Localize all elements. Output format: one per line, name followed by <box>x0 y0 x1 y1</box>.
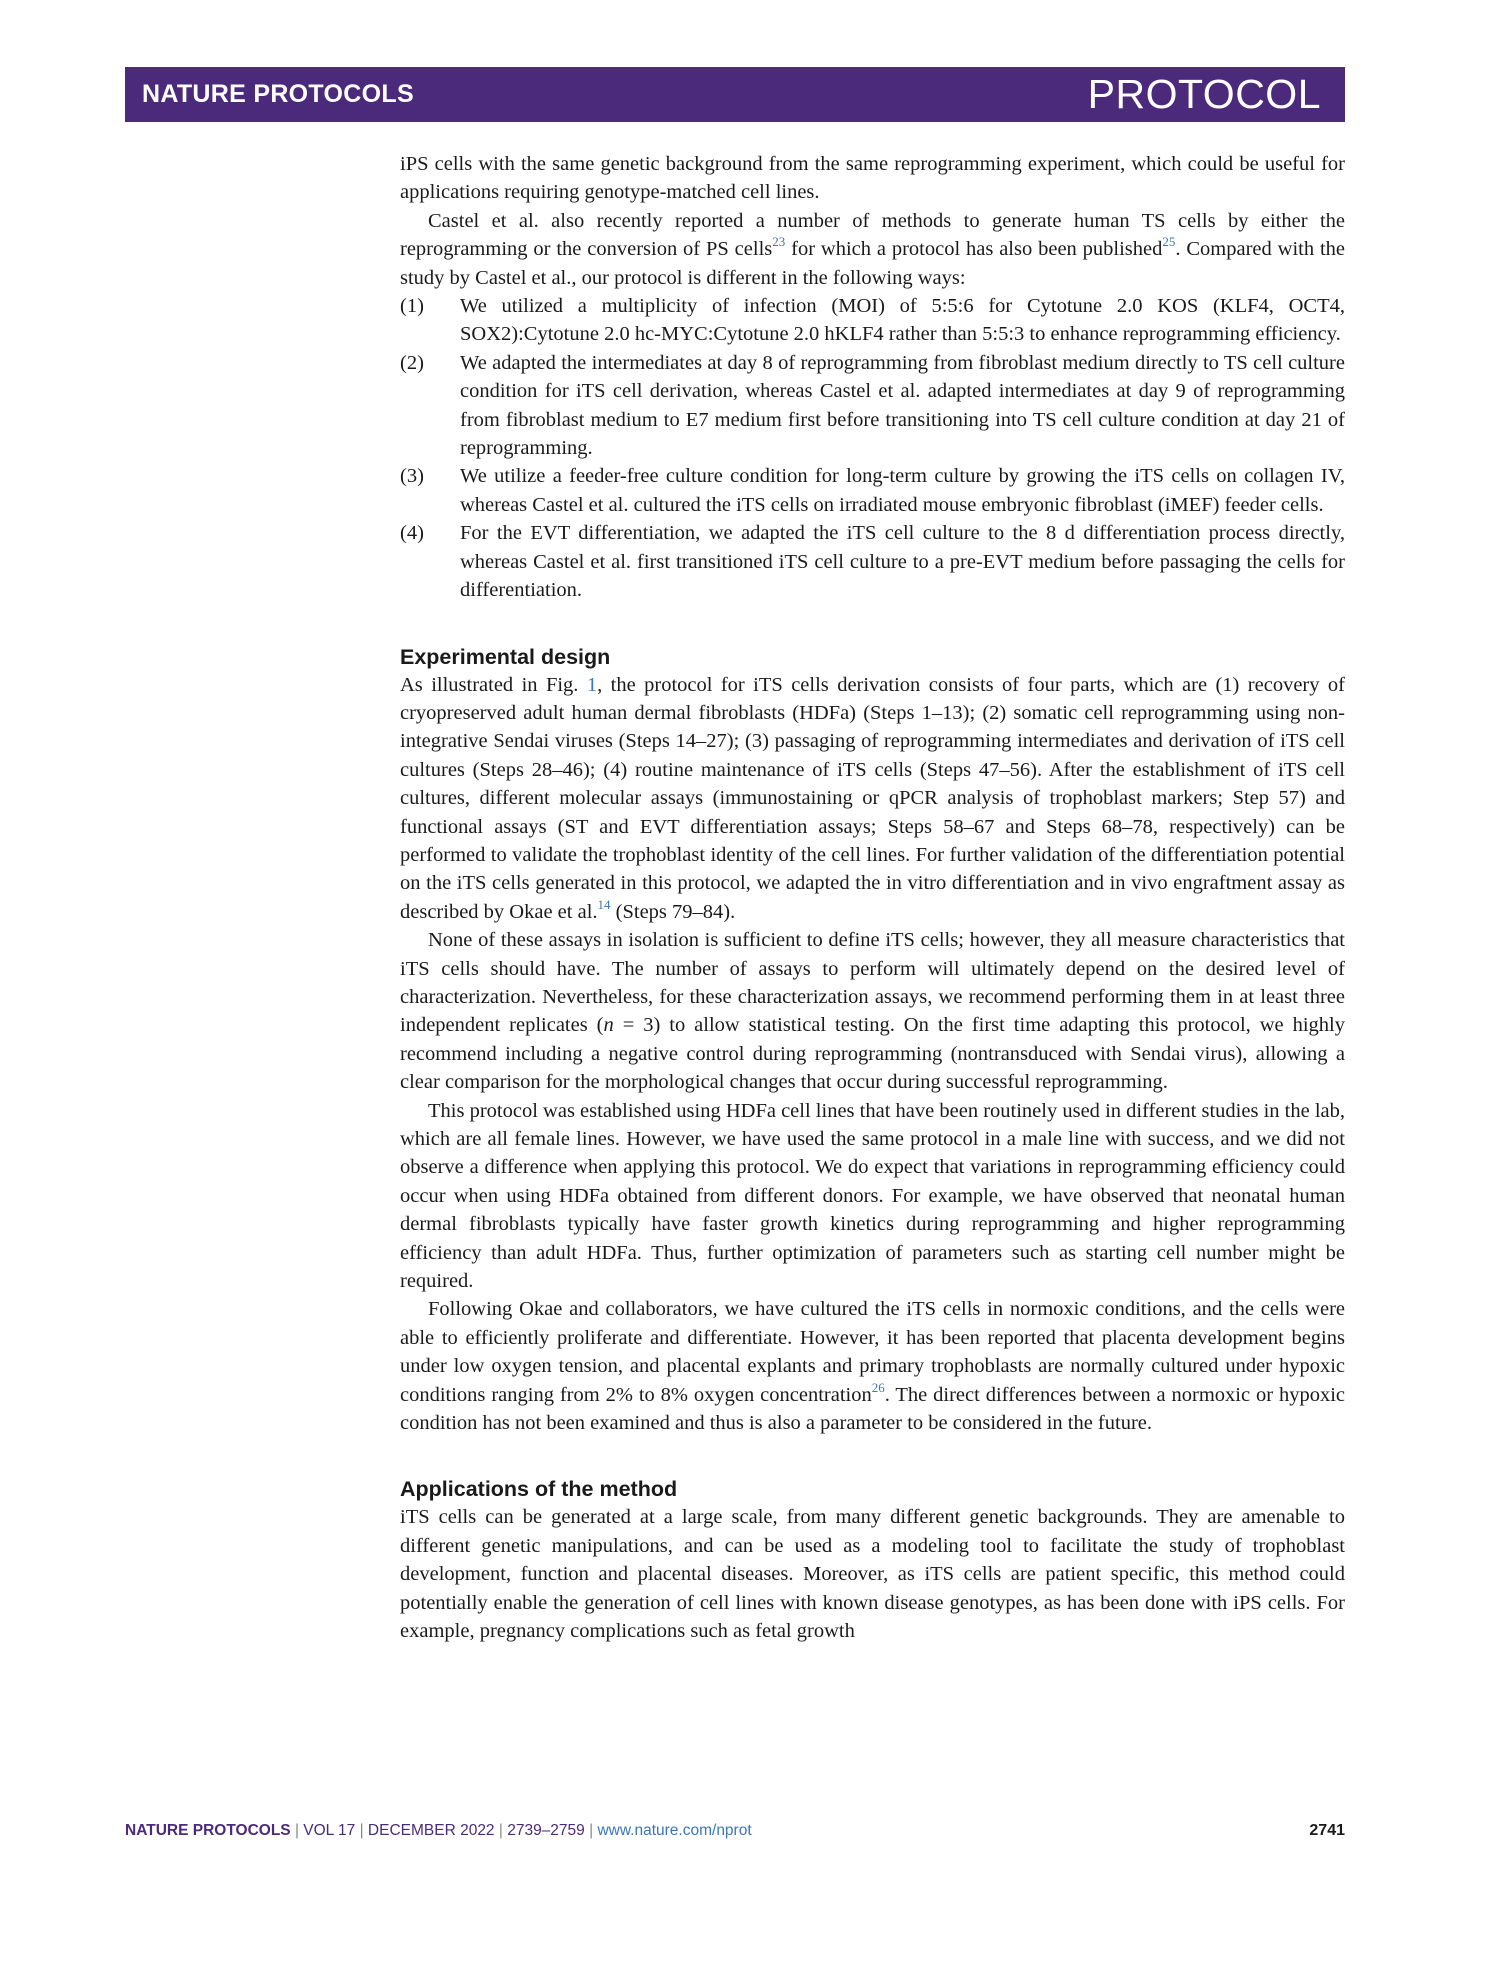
list-item-text: We utilized a multiplicity of infection (MOI) of 5:5:6 for Cytotune 2.0 KOS (KLF4, OCT4, SOX2):Cytotune 2.0 hc-MYC:Cytotune 2.0 hKLF4 rather than 5:5:3 to enhance reprogramming efficiency. <box>460 295 1345 346</box>
text-run: As illustrated in Fig. <box>400 673 587 696</box>
list-number: (4) <box>400 522 424 545</box>
list-number: (3) <box>400 465 424 488</box>
citation-link[interactable]: 23 <box>772 234 786 250</box>
text-run: (Steps 79–84). <box>610 900 736 923</box>
article-type: PROTOCOL <box>1087 71 1321 117</box>
list-item-text: We adapted the intermediates at day 8 of reprogramming from fibroblast medium directly to TS cell culture condition for iTS cell derivation, whereas Castel et al. adapted intermediates at day 9 of reprogramming from fibroblast medium to E7 medium first before transitioning into TS cell culture condition at day 21 of reprogramming. <box>460 351 1345 460</box>
journal-banner <box>125 67 1345 122</box>
text-run: Following Okae and collaborators, we have cultured the iTS cells in normoxic conditions, and the cells were able to efficiently proliferate and differentiate. However, it has been reported that placenta development begins under low oxygen tension, and placental explants and primary trophoblasts are normally cultured under hypoxic conditions ranging from 2% to 8% oxygen concentration <box>400 1298 1345 1406</box>
list-item-text: For the EVT differentiation, we adapted the iTS cell culture to the 8 d differentiation process directly, whereas Castel et al. first transitioned iTS cell culture to a pre-EVT medium before passaging the cells for differentiation. <box>460 522 1345 602</box>
applications-paragraph-1: iTS cells can be generated at a large scale, from many different genetic backgrounds. They are amenable to different genetic manipulations, and can be used as a modeling tool to facilitate the study of trophoblast development, function and placental diseases. Moreover, as iTS cells are patient specific, this method could potentially enable the generation of cell lines with known disease genotypes, as has been done with iPS cells. For example, pregnancy complications such as fetal growth <box>400 1506 1345 1643</box>
design-paragraph-1 <box>400 671 1345 927</box>
list-item <box>400 292 1345 349</box>
text-run: . Compared with the study by Castel et al., our protocol is different in the following ways: <box>400 238 1346 289</box>
design-paragraph-4 <box>400 1295 1345 1437</box>
page-footer: NATURE PROTOCOLS | VOL 17 | DECEMBER 2022 | 2739–2759 | www.nature.com/nprot 2741 <box>125 1822 1345 1839</box>
section-heading-applications: Applications of the method <box>400 1477 678 1502</box>
text-run: . The direct differences between a normoxic or hypoxic condition has not been examined and thus is also a parameter to be considered in the future. <box>400 1383 1345 1435</box>
text-run: Castel et al. also recently reported a number of methods to generate human TS cells by either the reprogramming or the conversion of PS cells <box>400 209 1345 261</box>
text-run: for which a protocol has also been published <box>785 238 1163 261</box>
section-heading-experimental-design: Experimental design <box>400 644 611 669</box>
footer-volume: VOL 17 <box>303 1822 356 1839</box>
list-item <box>400 519 1345 604</box>
citation-link[interactable]: 25 <box>1162 234 1176 250</box>
article-body <box>400 150 1345 1646</box>
intro-paragraph-1: iPS cells with the same genetic background from the same reprogramming experiment, which could be useful for applications requiring genotype-matched cell lines. <box>400 153 1345 204</box>
list-number: (2) <box>400 351 424 374</box>
text-run: None of these assays in isolation is sufficient to define iTS cells; however, they all measure characteristics that iTS cells should have. The number of assays to perform will ultimately depend on the desired level of characterization. Nevertheless, for these characterization assays, we recommend performing them in at least three independent replicates ( <box>400 929 1345 1037</box>
journal-name: NATURE PROTOCOLS <box>142 80 414 108</box>
figure-link[interactable]: 1 <box>586 673 598 696</box>
variable-n: n <box>603 1014 614 1037</box>
intro-paragraph-2 <box>400 207 1345 292</box>
differences-list <box>400 292 1345 604</box>
list-item <box>400 349 1345 463</box>
footer-pages: 2739–2759 <box>507 1822 585 1839</box>
list-item <box>400 462 1345 519</box>
footer-url-link[interactable]: www.nature.com/nprot <box>597 1822 752 1839</box>
page-number: 2741 <box>1309 1822 1345 1839</box>
citation-link[interactable]: 14 <box>597 896 611 912</box>
text-run: , the protocol for iTS cells derivation consists of four parts, which are (1) recovery of cryopreserved adult human dermal fibroblasts (HDFa) (Steps 1–13); (2) somatic cell reprogramming using non-integrative Sendai viruses (Steps 14–27); (3) passaging of reprogramming intermediates and derivation of iTS cell cultures (Steps 28–46); (4) routine maintenance of iTS cells (Steps 47–56). After the establishment of iTS cell cultures, different molecular assays (immunostaining or qPCR analysis of trophoblast markers; Step 57) and functional assays (ST and EVT differentiation assays; Steps 58–67 and Steps 68–78, respectively) can be performed to validate the trophoblast identity of the cell lines. For further validation of the differentiation potential on the iTS cells generated in this protocol, we adapted the in vitro differentiation and in vivo engraftment assay as described by Okae et al. <box>400 673 1345 923</box>
design-paragraph-3: This protocol was established using HDFa cell lines that have been routinely used in different studies in the lab, which are all female lines. However, we have used the same protocol in a male line with success, and we did not observe a difference when applying this protocol. We do expect that variations in reprogramming efficiency could occur when using HDFa obtained from different donors. For example, we have observed that neonatal human dermal fibroblasts typically have faster growth kinetics during reprogramming and higher reprogramming efficiency than adult HDFa. Thus, further optimization of parameters such as starting cell number might be required. <box>400 1099 1345 1293</box>
list-item-text: We utilize a feeder-free culture condition for long-term culture by growing the iTS cells on collagen IV, whereas Castel et al. cultured the iTS cells on irradiated mouse embryonic fibroblast (iMEF) feeder cells. <box>460 465 1345 516</box>
text-run: = 3) to allow statistical testing. On the first time adapting this protocol, we highly recommend including a negative control during reprogramming (nontransduced with Sendai virus), allowing a clear comparison for the morphological changes that occur during successful reprogramming. <box>400 1014 1345 1094</box>
footer-date: DECEMBER 2022 <box>367 1822 495 1839</box>
list-number: (1) <box>400 295 424 318</box>
design-paragraph-2 <box>400 926 1345 1096</box>
footer-journal: NATURE PROTOCOLS <box>125 1822 291 1839</box>
citation-link[interactable]: 26 <box>871 1379 885 1395</box>
